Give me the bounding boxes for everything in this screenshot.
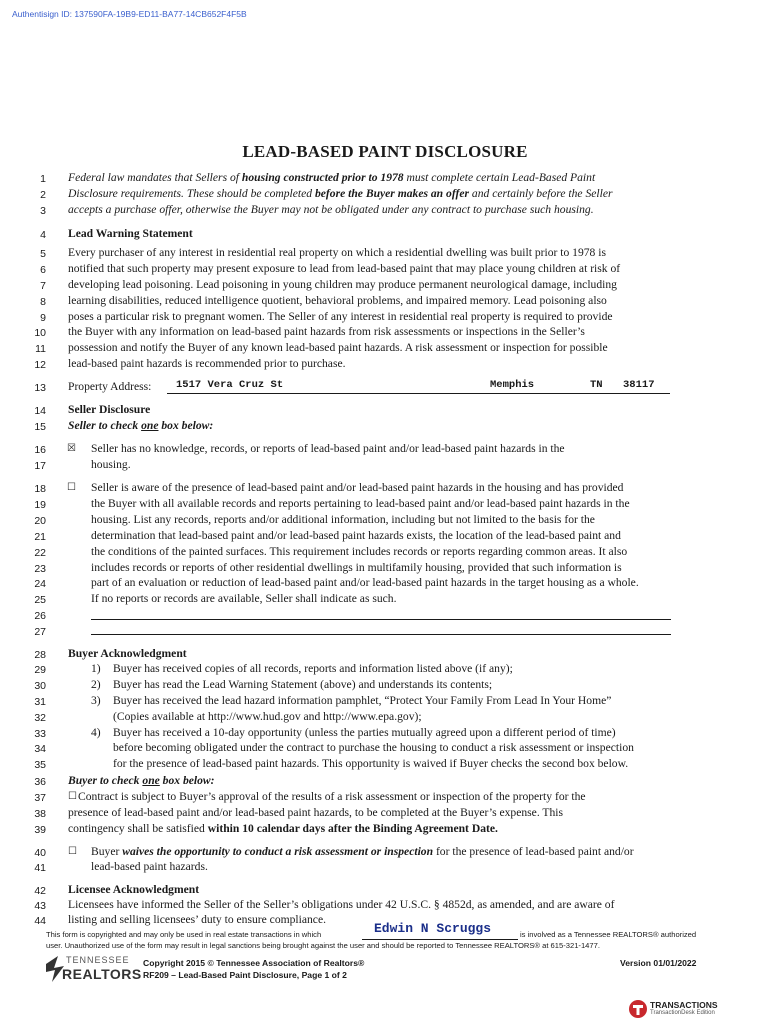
line-number: 5 bbox=[40, 248, 46, 260]
copyright-notice: is involved as a Tennessee REALTORS® authorized bbox=[520, 930, 697, 939]
buyer-item-text: Buyer has received the lead hazard information pamphlet, “Protect Your Family From Lead In Your Home” bbox=[113, 694, 612, 707]
line-number: 3 bbox=[40, 205, 46, 217]
form-version: Version 01/01/2022 bbox=[620, 958, 697, 968]
seller-aware-checkbox[interactable]: ☐ bbox=[67, 482, 76, 493]
property-state: TN bbox=[590, 379, 603, 391]
intro-line-1: Federal law mandates that Sellers of housing constructed prior to 1978 must complete certain Lead-Based Paint bbox=[68, 171, 596, 184]
seller-option-text: the Buyer with all available records and reports pertaining to lead-based paint and/or lead-based paint hazards in the bbox=[91, 497, 630, 510]
line-number: 18 bbox=[34, 483, 46, 495]
line-number: 1 bbox=[40, 173, 46, 185]
line-number: 14 bbox=[34, 405, 46, 417]
document-title: LEAD-BASED PAINT DISCLOSURE bbox=[242, 142, 528, 161]
buyer-option-text: presence of lead-based paint and/or lead-based paint hazards, to be completed at the Buyer’s expense. This bbox=[68, 806, 564, 819]
buyer-item-number: 3) bbox=[91, 694, 101, 707]
buyer-waive-checkbox[interactable]: ☐ bbox=[68, 846, 77, 857]
line-number: 26 bbox=[34, 610, 46, 622]
logo-text-transactions: TRANSACTIONS bbox=[650, 1000, 718, 1010]
warning-text: Every purchaser of any interest in residential real property on which a residential dwelling was built prior to 1978 is bbox=[68, 246, 606, 259]
tennessee-realtors-logo bbox=[44, 952, 154, 986]
buyer-item-text: Buyer has received copies of all records, reports and information listed above (if any); bbox=[113, 662, 513, 675]
line-number: 2 bbox=[40, 189, 46, 201]
line-number: 25 bbox=[34, 594, 46, 606]
licensee-name-field[interactable]: Edwin N Scruggs bbox=[362, 921, 518, 940]
intro-line-2: Disclosure requirements. These should be completed before the Buyer makes an offer and certainly before the Seller bbox=[68, 187, 613, 200]
line-number: 33 bbox=[34, 728, 46, 740]
line-number: 37 bbox=[34, 792, 46, 804]
line-number: 21 bbox=[34, 531, 46, 543]
line-number: 28 bbox=[34, 649, 46, 661]
buyer-item-text: Buyer has read the Lead Warning Statement (above) and understands its contents; bbox=[113, 678, 493, 691]
warning-text: the Buyer with any information on lead-based paint hazards from risk assessments or inspections in the Seller’s bbox=[68, 325, 585, 338]
line-number: 35 bbox=[34, 759, 46, 771]
line-number: 36 bbox=[34, 776, 46, 788]
buyer-option-text: Buyer waives the opportunity to conduct a risk assessment or inspection for the presence of lead-based paint and/or bbox=[91, 845, 634, 858]
line-number: 44 bbox=[34, 915, 46, 927]
buyer-item-text: for the presence of lead-based paint hazards. This opportunity is waived if Buyer checks the second box below. bbox=[113, 757, 629, 770]
line-number: 6 bbox=[40, 264, 46, 276]
copyright-line: Copyright 2015 © Tennessee Association of Realtors® bbox=[143, 958, 365, 968]
form-identifier: RF209 – Lead-Based Paint Disclosure, Page 1 of 2 bbox=[143, 970, 347, 980]
buyer-option-text: contingency shall be satisfied within 10 calendar days after the Binding Agreement Date. bbox=[68, 822, 498, 835]
buyer-item-text: before becoming obligated under the contract to purchase the housing to conduct a risk assessment or inspection bbox=[113, 741, 634, 754]
buyer-item-text: Buyer has received a 10-day opportunity (unless the parties mutually agreed upon a different period of time) bbox=[113, 726, 616, 739]
line-number: 12 bbox=[34, 359, 46, 371]
seller-option-text: part of an evaluation or reduction of lead-based paint and/or lead-based paint hazards in the target housing as a whole. bbox=[91, 576, 639, 589]
property-address-field[interactable] bbox=[167, 393, 670, 394]
transactions-logo bbox=[628, 998, 728, 1020]
line-number: 39 bbox=[34, 824, 46, 836]
seller-instruction: Seller to check one box below: bbox=[68, 419, 214, 432]
transactions-mark-icon bbox=[628, 999, 648, 1019]
seller-option-text: housing. bbox=[91, 458, 131, 471]
seller-option-text: housing. List any records, reports and/or additional information, including but not limited to the basis for the bbox=[91, 513, 595, 526]
warning-text: developing lead poisoning. Lead poisoning in young children may produce permanent neurological damage, including bbox=[68, 278, 617, 291]
seller-option-text: Seller is aware of the presence of lead-based paint and/or lead-based paint hazards in the housing and has provided bbox=[91, 481, 624, 494]
line-number: 38 bbox=[34, 808, 46, 820]
line-number: 24 bbox=[34, 578, 46, 590]
line-number: 29 bbox=[34, 664, 46, 676]
seller-disclosure-heading: Seller Disclosure bbox=[68, 403, 151, 416]
warning-text: lead-based paint hazards is recommended prior to purchase. bbox=[68, 357, 346, 370]
line-number: 11 bbox=[35, 343, 46, 355]
line-number: 10 bbox=[34, 327, 46, 339]
property-zip: 38117 bbox=[623, 379, 655, 391]
seller-no-knowledge-checkbox[interactable]: ☒ bbox=[67, 443, 76, 454]
warning-text: poses a particular risk to pregnant women. The Seller of any interest in residential real property is required to provide bbox=[68, 310, 613, 323]
buyer-instruction: Buyer to check one box below: bbox=[68, 774, 215, 787]
logo-text-realtors: REALTORS bbox=[62, 966, 142, 982]
line-number: 42 bbox=[34, 885, 46, 897]
buyer-contingency-checkbox[interactable]: ☐ bbox=[68, 791, 77, 802]
property-street: 1517 Vera Cruz St bbox=[176, 379, 284, 391]
logo-text-tennessee: TENNESSEE bbox=[66, 955, 130, 965]
seller-option-text: includes records or reports of other residential dwellings in multifamily housing, provided that such information is bbox=[91, 561, 622, 574]
line-number: 16 bbox=[34, 444, 46, 456]
line-number: 8 bbox=[40, 296, 46, 308]
buyer-item-number: 4) bbox=[91, 726, 101, 739]
buyer-option-text: Contract is subject to Buyer’s approval of the results of a risk assessment or inspection of the property for the bbox=[78, 790, 586, 803]
line-number: 15 bbox=[34, 421, 46, 433]
seller-option-text: the conditions of the painted surfaces. This requirement includes records or reports regarding common areas. It also bbox=[91, 545, 628, 558]
seller-option-text: If no reports or records are available, Seller shall indicate as such. bbox=[91, 592, 397, 605]
licensee-text: Licensees have informed the Seller of the Seller’s obligations under 42 U.S.C. § 4852d, as amended, and are aware of bbox=[68, 898, 615, 911]
line-number: 27 bbox=[34, 626, 46, 638]
authentisign-id: Authentisign ID: 137590FA-19B9-ED11-BA77-14CB652F4F5B bbox=[12, 9, 247, 19]
line-number: 7 bbox=[40, 280, 46, 292]
seller-option-text: determination that lead-based paint and/or lead-based paint hazards exists, the location of the lead-based paint and bbox=[91, 529, 621, 542]
property-address-label: Property Address: bbox=[68, 380, 152, 393]
line-number: 9 bbox=[40, 312, 46, 324]
line-number: 22 bbox=[34, 547, 46, 559]
line-number: 34 bbox=[34, 743, 46, 755]
licensee-acknowledgment-heading: Licensee Acknowledgment bbox=[68, 883, 200, 896]
line-number: 30 bbox=[34, 680, 46, 692]
buyer-item-number: 1) bbox=[91, 662, 101, 675]
line-number: 32 bbox=[34, 712, 46, 724]
licensee-text: listing and selling licensees’ duty to ensure compliance. bbox=[68, 913, 327, 926]
property-city: Memphis bbox=[490, 379, 535, 391]
seller-records-field[interactable] bbox=[91, 619, 671, 620]
logo-text-edition: TransactionDesk Edition bbox=[650, 1010, 715, 1016]
line-number: 19 bbox=[34, 499, 46, 511]
lead-warning-heading: Lead Warning Statement bbox=[68, 227, 193, 240]
warning-text: possession and notify the Buyer of any known lead-based paint hazards. A risk assessment or inspection for possible bbox=[68, 341, 608, 354]
seller-records-field[interactable] bbox=[91, 634, 671, 635]
line-number: 17 bbox=[34, 460, 46, 472]
buyer-item-text: (Copies available at http://www.hud.gov and http://www.epa.gov); bbox=[113, 710, 422, 723]
buyer-option-text: lead-based paint hazards. bbox=[91, 860, 208, 873]
line-number: 13 bbox=[34, 382, 46, 394]
buyer-acknowledgment-heading: Buyer Acknowledgment bbox=[68, 647, 187, 660]
copyright-notice: This form is copyrighted and may only be used in real estate transactions in which bbox=[46, 930, 322, 939]
line-number: 43 bbox=[34, 900, 46, 912]
warning-text: notified that such property may present exposure to lead from lead-based paint that may place young children at risk of bbox=[68, 262, 621, 275]
line-number: 31 bbox=[34, 696, 46, 708]
intro-line-3: accepts a purchase offer, otherwise the Buyer may not be obligated under any contract to purchase such housing. bbox=[68, 203, 594, 216]
line-number: 23 bbox=[34, 563, 46, 575]
buyer-item-number: 2) bbox=[91, 678, 101, 691]
warning-text: learning disabilities, reduced intelligence quotient, behavioral problems, and impaired memory. Lead poisoning also bbox=[68, 294, 607, 307]
seller-option-text: Seller has no knowledge, records, or reports of lead-based paint and/or lead-based paint hazards in the bbox=[91, 442, 565, 455]
line-number: 4 bbox=[40, 229, 46, 241]
line-number: 20 bbox=[34, 515, 46, 527]
line-number: 41 bbox=[34, 862, 46, 874]
copyright-notice: user. Unauthorized use of the form may result in legal sanctions being brought against the user and should be reported to Tennessee REALTORS® at 615-321-1477. bbox=[46, 941, 600, 950]
line-number: 40 bbox=[34, 847, 46, 859]
